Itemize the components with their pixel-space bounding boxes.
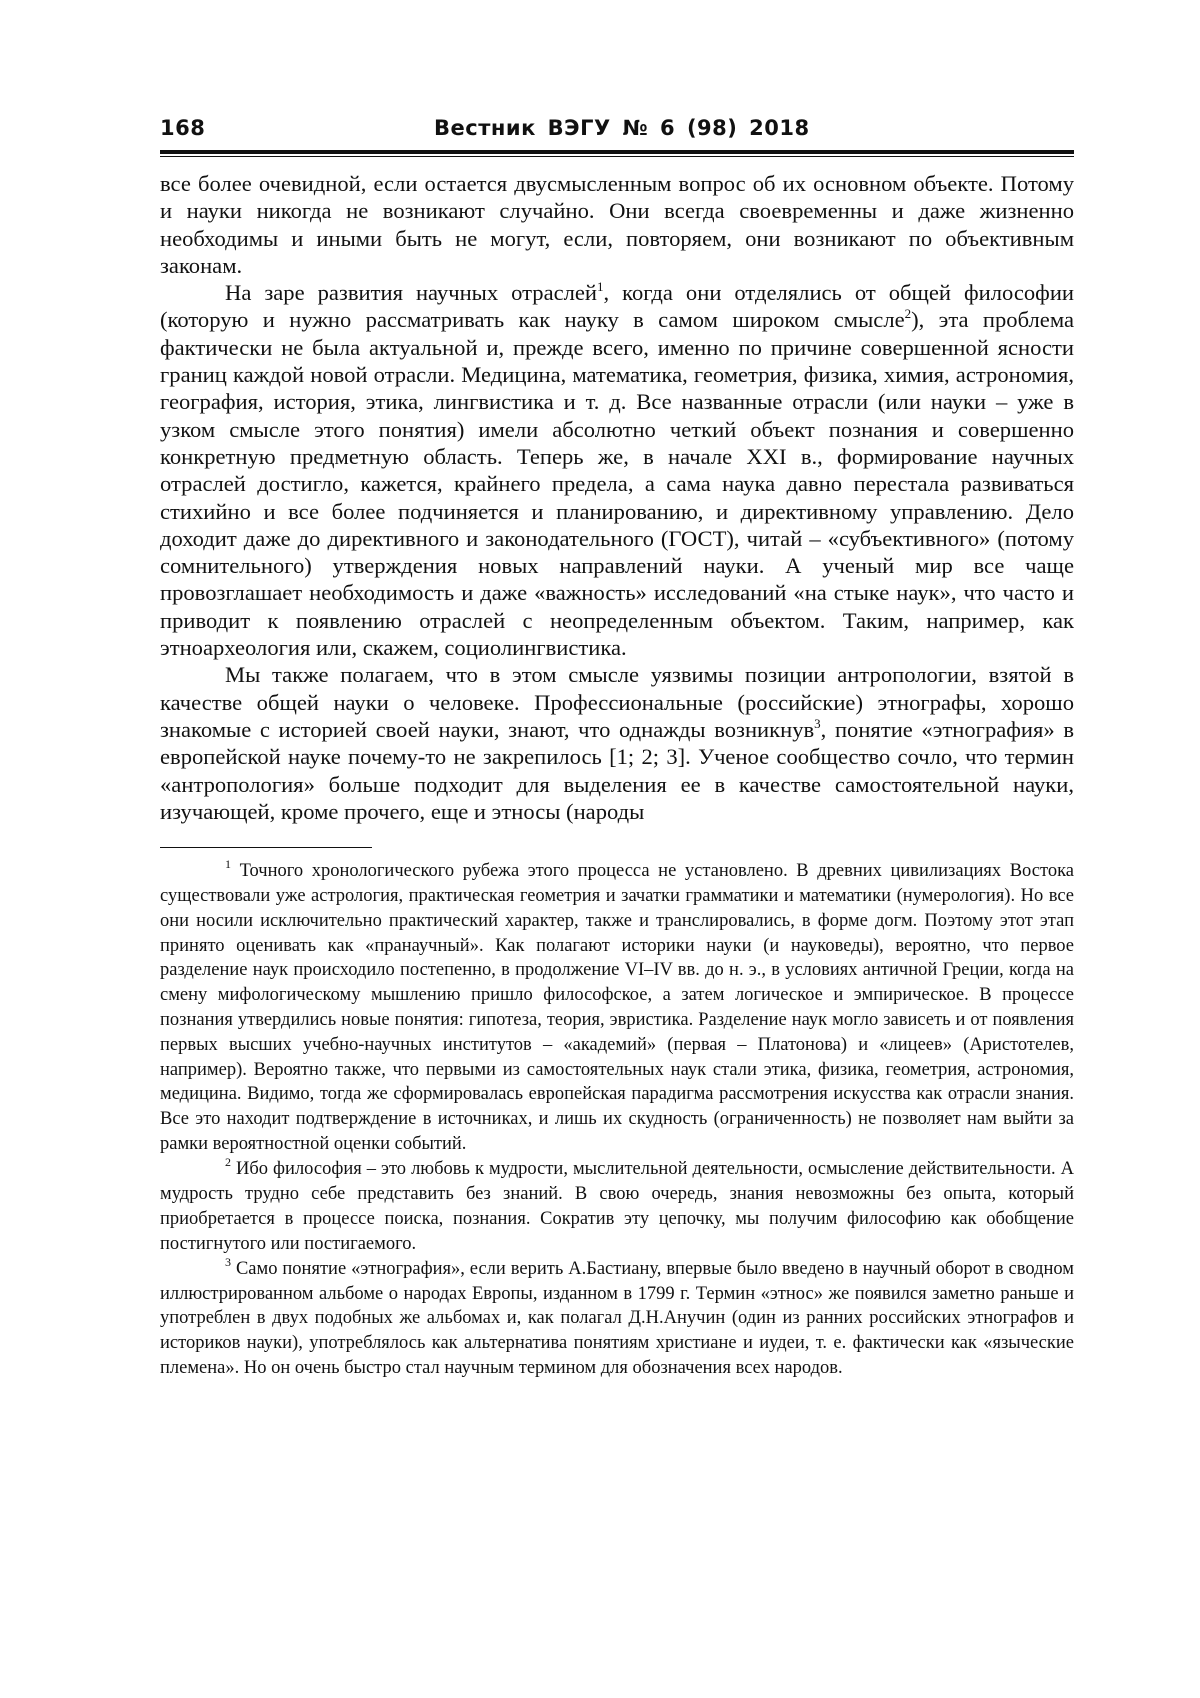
footnote-marker: 3 [225,1254,231,1269]
paragraph-3 [160,661,1074,825]
footnote-marker: 2 [225,1155,231,1170]
footnote-1 [160,859,1074,1157]
footnote-marker: 1 [225,857,231,872]
paragraph-text: все более очевидной, если остается двусмысленным вопрос об их основном объекте. Потому и науки никогда не возникают случайно. Они всегда своевременны и даже жизненно необходимы и иными быть не могут, если, повторяем, они возникают по объективным законам. [160,171,1074,278]
footnote-text: Само понятие «этнография», если верить А.Бастиану, впервые было введено в научный оборот в сводном иллюстрированном альбоме о народах Европы, изданном в 1799 г. Термин «этнос» же появился заметно раньше и употреблен в двух подобных же альбомах и, как полагал Д.Н.Анучин (один из ранних российских этнографов и историков науки), употреблялось как альтернатива понятиям христиане и иудеи, т. е. фактически как «языческие племена». Но он очень быстро стал научным термином для обозначения всех народов. [160,1258,1074,1379]
footnote-ref-2[interactable]: 2 [904,306,912,322]
running-header [160,110,1074,150]
journal-title: Вестник ВЭГУ № 6 (98) 2018 [434,116,810,140]
footnote-text: Ибо философия – это любовь к мудрости, мыслительной деятельности, осмысление действительности. А мудрость трудно себе представить без знаний. В свою очередь, знания невозможны без опыта, который приобретается в процессе поиска, познания. Сократив эту цепочку, мы получим философию как обобщение постигнутого или постигаемого. [160,1159,1074,1254]
paragraph-1 [160,170,1074,279]
footnotes [160,859,1074,1381]
paragraph-text: , понятие «этнография» в европейской науке почему-то не закрепилось [1; 2; 3]. Ученое сообщество сочло, что термин «антропология» больше подходит для выделения ее в качестве самостоятельной науки, изучающей, кроме прочего, еще и этносы (народы [160,716,1074,824]
footnote-ref-1[interactable]: 1 [597,279,604,295]
footnote-2 [160,1157,1074,1256]
main-text [160,170,1074,825]
footnote-separator [160,847,372,848]
journal-page [160,110,1074,1381]
page-number: 168 [160,116,206,140]
paragraph-text: Мы также полагаем, что в этом смысле уязвимы позиции антропологии, взятой в качестве общей науки о человеке. Профессиональные (российские) этнографы, хорошо знакомые с историей своей науки, знают, что однажды возникнув [160,662,1074,742]
footnote-ref-3[interactable]: 3 [814,715,821,731]
paragraph-text: , когда они отделялись от общей философии (которую и нужно рассматривать как науку в самом широком смысле [160,280,1075,333]
paragraph-2 [160,279,1074,661]
header-rule-thin [160,156,1074,157]
paragraph-text: ), эта проблема фактически не была актуальной и, прежде всего, именно по причине совершенной ясности границ каждой новой отрасли. Медицина, математика, геометрия, физика, химия, астрономия, география, история, этика, лингвистика и т. д. Все названные отрасли (или науки – уже в узком смысле этого понятия) имели абсолютно четкий объект познания и совершенно конкретную предметную область. Теперь же, в начале XXI в., формирование научных отраслей достигло, кажется, крайнего предела, а сама наука давно перестала развиваться стихийно и все более подчиняется и планированию, и директивному управлению. Дело доходит даже до директивного и законодательного (ГОСТ), читай – «субъективного» (потому сомнительного) утверждения новых направлений науки. А ученый мир все чаще провозглашает необходимость и даже «важность» исследований «на стыке наук», что часто и приводит к появлению отраслей с неопределенным объектом. Таким, например, как этноархеология или, скажем, социолингвистика. [160,307,1074,661]
paragraph-text: На заре развития научных отраслей [225,280,598,306]
footnote-3 [160,1254,1074,1381]
footnote-text: Точного хронологического рубежа этого процесса не установлено. В древних цивилизациях Востока существовали уже астрология, практическая геометрия и зачатки грамматики и математики (нумерология). Но все они носили исключительно практический характер, также и транслировались, в форме догм. Поэтому этот этап принято оценивать как «пранаучный». Как полагают историки науки (и науковеды), вероятно, что первое разделение наук происходило постепенно, в продолжение VI–IV вв. до н. э., в условиях античной Греции, когда на смену мифологическому мышлению пришло философское, а затем логическое и эмпирическое. В процессе познания утвердились новые понятия: гипотеза, теория, эвристика. Разделение наук могло зависеть и от появления первых высших учебно-научных институтов – «академий» (первая – Платонова) и «лицеев» (Аристотелев, например). Вероятно также, что первыми из самостоятельных наук стали этика, физика, геометрия, астрономия, медицина. Видимо, тогда же сформировалась европейская парадигма рассмотрения искусства как отрасли знания. Все это находит подтверждение в источниках, и лишь их скудность (ограниченность) не позволяет нам выйти за рамки вероятностной оценки событий. [160,861,1074,1154]
header-rule-thick [160,150,1074,154]
